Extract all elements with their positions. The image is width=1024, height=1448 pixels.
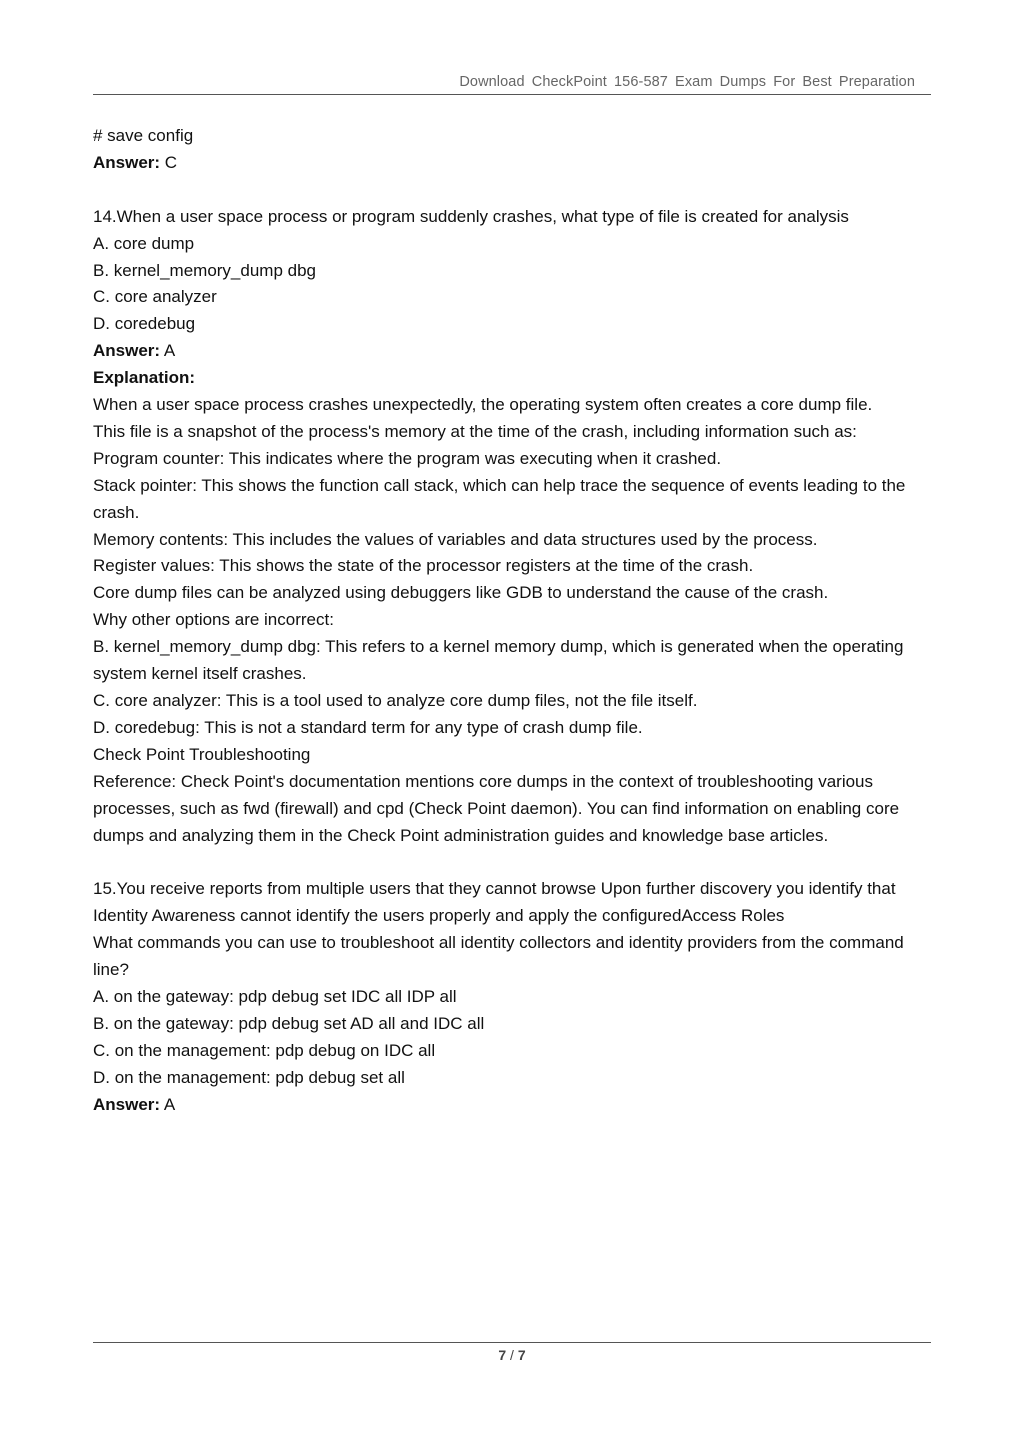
option-b: B. on the gateway: pdp debug set AD all and IDC all [93, 1013, 485, 1033]
answer-label: Answer: [93, 341, 161, 361]
page-number [93, 1347, 931, 1363]
page-footer [93, 1342, 931, 1363]
answer [93, 1092, 938, 1119]
explanation-text: Core dump files can be analyzed using debuggers like GDB to understand the cause of the crash. [93, 583, 829, 603]
option-d: D. on the management: pdp debug set all [93, 1067, 405, 1087]
explanation-text: C. core analyzer: This is a tool used to analyze core dump files, not the file itself. [93, 691, 698, 711]
answer-value: A [160, 341, 176, 361]
option-a: A. core dump [93, 233, 195, 253]
option-d: D. coredebug [93, 314, 196, 334]
explanation-text: Memory contents: This includes the values of variables and data structures used by the process. [93, 529, 818, 549]
document-body [93, 123, 938, 1119]
explanation-text: D. coredebug: This is not a standard term for any type of crash dump file. [93, 717, 643, 737]
explanation-text: Stack pointer: This shows the function call stack, which can help trace the sequence of events leading to the crash. [93, 475, 906, 522]
explanation-label: Explanation: [93, 368, 196, 388]
header-title: Download CheckPoint 156-587 Exam Dumps For Best Preparation [459, 74, 915, 90]
page-separator: / [510, 1347, 514, 1363]
answer [93, 338, 938, 365]
explanation-text: Program counter: This indicates where the program was executing when it crashed. [93, 448, 722, 468]
total-pages: 7 [517, 1347, 526, 1363]
option-b: B. kernel_memory_dump dbg [93, 260, 317, 280]
previous-answer [93, 150, 938, 177]
question-text: 15.You receive reports from multiple users that they cannot browse Upon further discovery you identify that Identity Awareness cannot identify the users properly and apply the configuredAccess Roles [93, 879, 896, 926]
answer-value: C [160, 152, 178, 172]
explanation-text: This file is a snapshot of the process's memory at the time of the crash, including information such as: [93, 421, 857, 441]
option-c: C. on the management: pdp debug on IDC all [93, 1040, 436, 1060]
answer-label: Answer: [93, 152, 161, 172]
explanation-text: Reference: Check Point's documentation mentions core dumps in the context of troubleshooting various processes, such as fwd (firewall) and cpd (Check Point daemon). You can find information on enabling core dumps and analyzing them in the Check Point administration guides and knowledge base articles. [93, 771, 900, 845]
explanation-text: When a user space process crashes unexpectedly, the operating system often creates a core dump file. [93, 395, 873, 415]
question-text: What commands you can use to troubleshoot all identity collectors and identity providers from the command line? [93, 933, 904, 980]
spacer [93, 177, 938, 204]
explanation-text: Why other options are incorrect: [93, 610, 334, 630]
explanation-text: Check Point Troubleshooting [93, 744, 311, 764]
config-command: # save config [93, 126, 194, 145]
page-header [93, 72, 931, 95]
question-text: 14.When a user space process or program suddenly crashes, what type of file is created for analysis [93, 206, 849, 226]
answer-value: A [160, 1094, 176, 1114]
explanation-text: B. kernel_memory_dump dbg: This refers to a kernel memory dump, which is generated when the operating system kernel itself crashes. [93, 637, 904, 684]
option-c: C. core analyzer [93, 287, 217, 307]
explanation-text: Register values: This shows the state of the processor registers at the time of the crash. [93, 556, 754, 576]
question-14 [93, 204, 938, 850]
current-page: 7 [498, 1347, 507, 1363]
answer-label: Answer: [93, 1094, 161, 1114]
spacer [93, 849, 938, 876]
question-15 [93, 876, 938, 1118]
option-a: A. on the gateway: pdp debug set IDC all IDP all [93, 986, 457, 1006]
